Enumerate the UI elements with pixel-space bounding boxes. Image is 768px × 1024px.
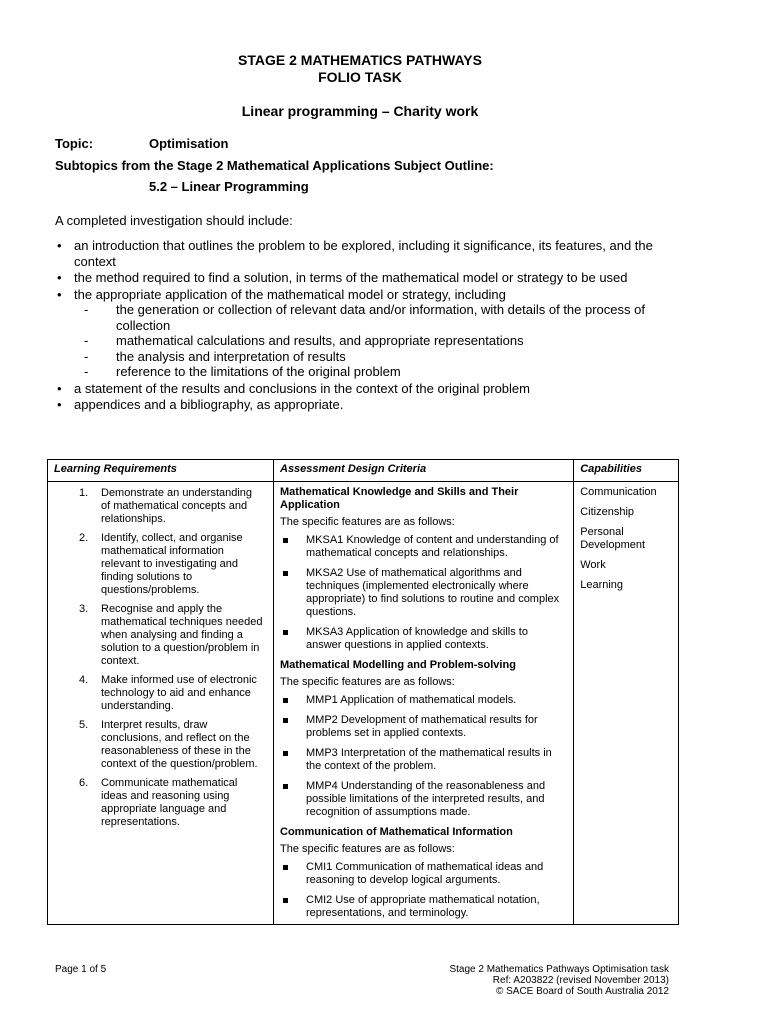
capability-item: Communication	[580, 486, 657, 498]
list-item: • the method required to find a solution, in terms of the mathematical model or strategy to be used	[57, 270, 628, 285]
cmi-list	[280, 861, 567, 920]
criteria-table	[47, 459, 679, 925]
mksa-list	[280, 534, 567, 652]
capabilities-cell	[574, 482, 679, 925]
square-bullet-icon	[283, 718, 288, 723]
list-item: • appendices and a bibliography, as appropriate.	[57, 397, 344, 412]
square-bullet-icon	[283, 538, 288, 543]
footer-info	[420, 964, 669, 997]
subtopic-item: 5.2 – Linear Programming	[149, 179, 309, 194]
list-item: 1. Demonstrate an understanding of mathematical concepts and relationships.	[79, 487, 253, 525]
capability-item: Learning	[580, 579, 624, 591]
footer-doc-title: Stage 2 Mathematics Pathways Optimisation task	[449, 964, 669, 975]
capability-item: Personal Development	[580, 526, 646, 551]
specific-features-text: The specific features are as follows:	[280, 516, 455, 528]
investigation-sub-bullets	[74, 302, 665, 380]
document-subtitle: FOLIO TASK	[318, 69, 402, 85]
investigation-intro: A completed investigation should include:	[55, 213, 293, 228]
list-item: 4. Make informed use of electronic technology to aid and enhance understanding.	[79, 674, 257, 712]
specific-features-text: The specific features are as follows:	[280, 676, 455, 688]
topic-value: Optimisation	[149, 136, 229, 151]
footer-copyright: © SACE Board of South Australia 2012	[495, 986, 669, 997]
list-item: • an introduction that outlines the problem to be explored, including it significance, its features, and the context	[57, 238, 653, 269]
list-item: MMP2 Development of mathematical results for problems set in applied contexts.	[280, 714, 567, 740]
topic-label: Topic:	[55, 136, 94, 151]
list-item: MMP1 Application of mathematical models.	[280, 694, 567, 707]
list-item: 3. Recognise and apply the mathematical techniques needed when analysing and finding a solution to a question/problem in context.	[79, 603, 263, 667]
cmi-heading: Communication of Mathematical Information	[280, 826, 513, 838]
list-item: - the generation or collection of relevant data and/or information, with details of the process of collection	[84, 302, 645, 333]
square-bullet-icon	[283, 784, 288, 789]
header-assessment-design-criteria: Assessment Design Criteria	[274, 460, 574, 482]
document-title: STAGE 2 MATHEMATICS PATHWAYS	[238, 52, 482, 68]
page-number: Page 1 of 5	[55, 964, 107, 975]
mksa-heading: Mathematical Knowledge and Skills and Their Application	[280, 486, 519, 511]
list-item: MMP4 Understanding of the reasonableness and possible limitations of the interpreted results, and recognition of assumptions made.	[280, 780, 567, 819]
list-item: CMI1 Communication of mathematical ideas and reasoning to develop logical arguments.	[280, 861, 567, 887]
list-item: 6. Communicate mathematical ideas and reasoning using appropriate language and representations.	[79, 777, 238, 828]
list-item: CMI2 Use of appropriate mathematical notation, representations, and terminology.	[280, 894, 567, 920]
list-item: MKSA2 Use of mathematical algorithms and techniques (implemented electronically where appropriate) to find solutions to routine and complex questions.	[280, 567, 567, 619]
table-row	[48, 482, 679, 925]
footer-ref: Ref: A203822 (revised November 2013)	[492, 975, 669, 986]
assessment-criteria-cell	[274, 482, 574, 925]
learning-requirements-list	[49, 483, 272, 829]
square-bullet-icon	[283, 865, 288, 870]
list-item: 5. Interpret results, draw conclusions, and reflect on the reasonableness of these in the context of the question/problem.	[79, 719, 258, 770]
mmp-heading: Mathematical Modelling and Problem-solving	[280, 659, 516, 671]
list-item: MMP3 Interpretation of the mathematical results in the context of the problem.	[280, 747, 567, 773]
capability-item: Work	[580, 559, 606, 571]
square-bullet-icon	[283, 698, 288, 703]
square-bullet-icon	[283, 571, 288, 576]
header-capabilities: Capabilities	[574, 460, 679, 482]
list-item: 2. Identify, collect, and organise mathematical information relevant to investigating and finding solutions to questions/problems.	[79, 532, 243, 596]
square-bullet-icon	[283, 751, 288, 756]
square-bullet-icon	[283, 898, 288, 903]
learning-requirements-cell	[48, 482, 274, 925]
topic-row	[55, 136, 228, 151]
header-learning-requirements: Learning Requirements	[48, 460, 274, 482]
capability-item: Citizenship	[580, 506, 635, 518]
mmp-list	[280, 694, 567, 819]
list-item: - mathematical calculations and results, and appropriate representations	[84, 333, 524, 348]
list-item: MKSA3 Application of knowledge and skills to answer questions in applied contexts.	[280, 626, 567, 652]
investigation-bullets	[55, 238, 665, 413]
square-bullet-icon	[283, 630, 288, 635]
list-item: • the appropriate application of the mathematical model or strategy, including - the generation or collection of relevant data and/or information, with details of the process of collection - mathematical calculations and results, and appropriate representations - the analysis and interpretation of results - reference to the limitations of the original problem	[55, 287, 665, 380]
subtopics-heading: Subtopics from the Stage 2 Mathematical Applications Subject Outline:	[55, 158, 494, 173]
task-title: Linear programming – Charity work	[241, 103, 479, 119]
list-item: MKSA1 Knowledge of content and understanding of mathematical concepts and relationships.	[280, 534, 567, 560]
list-item: • a statement of the results and conclusions in the context of the original problem	[57, 380, 530, 396]
specific-features-text: The specific features are as follows:	[280, 843, 455, 855]
list-item: - the analysis and interpretation of results	[84, 348, 346, 364]
list-item: - reference to the limitations of the original problem	[84, 364, 401, 379]
